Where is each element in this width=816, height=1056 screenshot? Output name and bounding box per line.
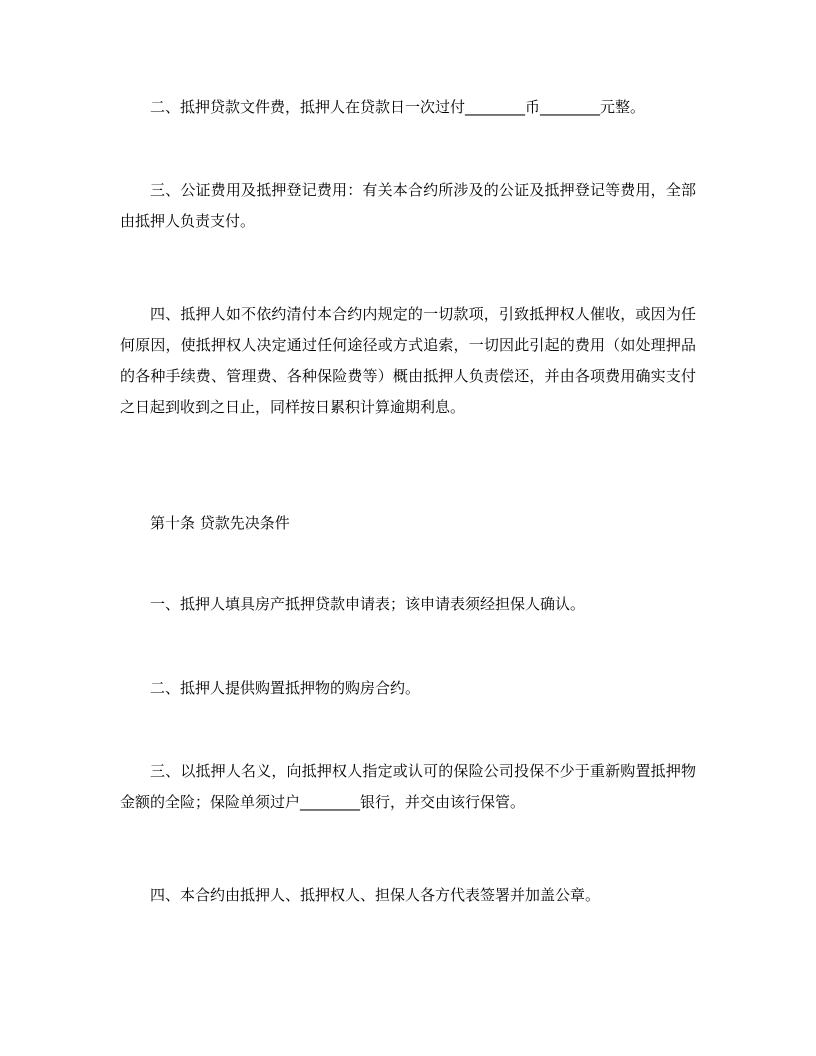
paragraph-condition-purchase-contract: 二、抵押人提供购置抵押物的购房合约。 [150, 679, 421, 697]
section-heading-article-10: 第十条 贷款先决条件 [150, 514, 290, 532]
paragraph-condition-signing: 四、本合约由抵押人、抵押权人、担保人各方代表签署并加盖公章。 [150, 886, 601, 904]
paragraph-document-fee: 二、抵押贷款文件费，抵押人在贷款日一次过付________币________元整。 [150, 98, 646, 116]
paragraph-collection-costs: 四、抵押人如不依约清付本合约内规定的一切款项，引致抵押权人催收，或因为任何原因，使抵押权人决定通过任何途径或方式追索，一切因此引起的费用（如处理押品的各种手续费、管理费、各种保险费等）概由抵押人负责偿还，并由各项费用确实支付之日起到收到之日止，同样按日累积计算逾期利息。 [120, 305, 696, 416]
paragraph-condition-insurance: 三、以抵押人名义，向抵押权人指定或认可的保险公司投保不少于重新购置抵押物金额的全险；保险单须过户________银行，并交由该行保管。 [120, 762, 696, 811]
paragraph-notary-fee: 三、公证费用及抵押登记费用：有关本合约所涉及的公证及抵押登记等费用，全部由抵押人负责支付。 [120, 181, 696, 230]
paragraph-condition-application: 一、抵押人填具房产抵押贷款申请表；该申请表须经担保人确认。 [150, 595, 586, 613]
